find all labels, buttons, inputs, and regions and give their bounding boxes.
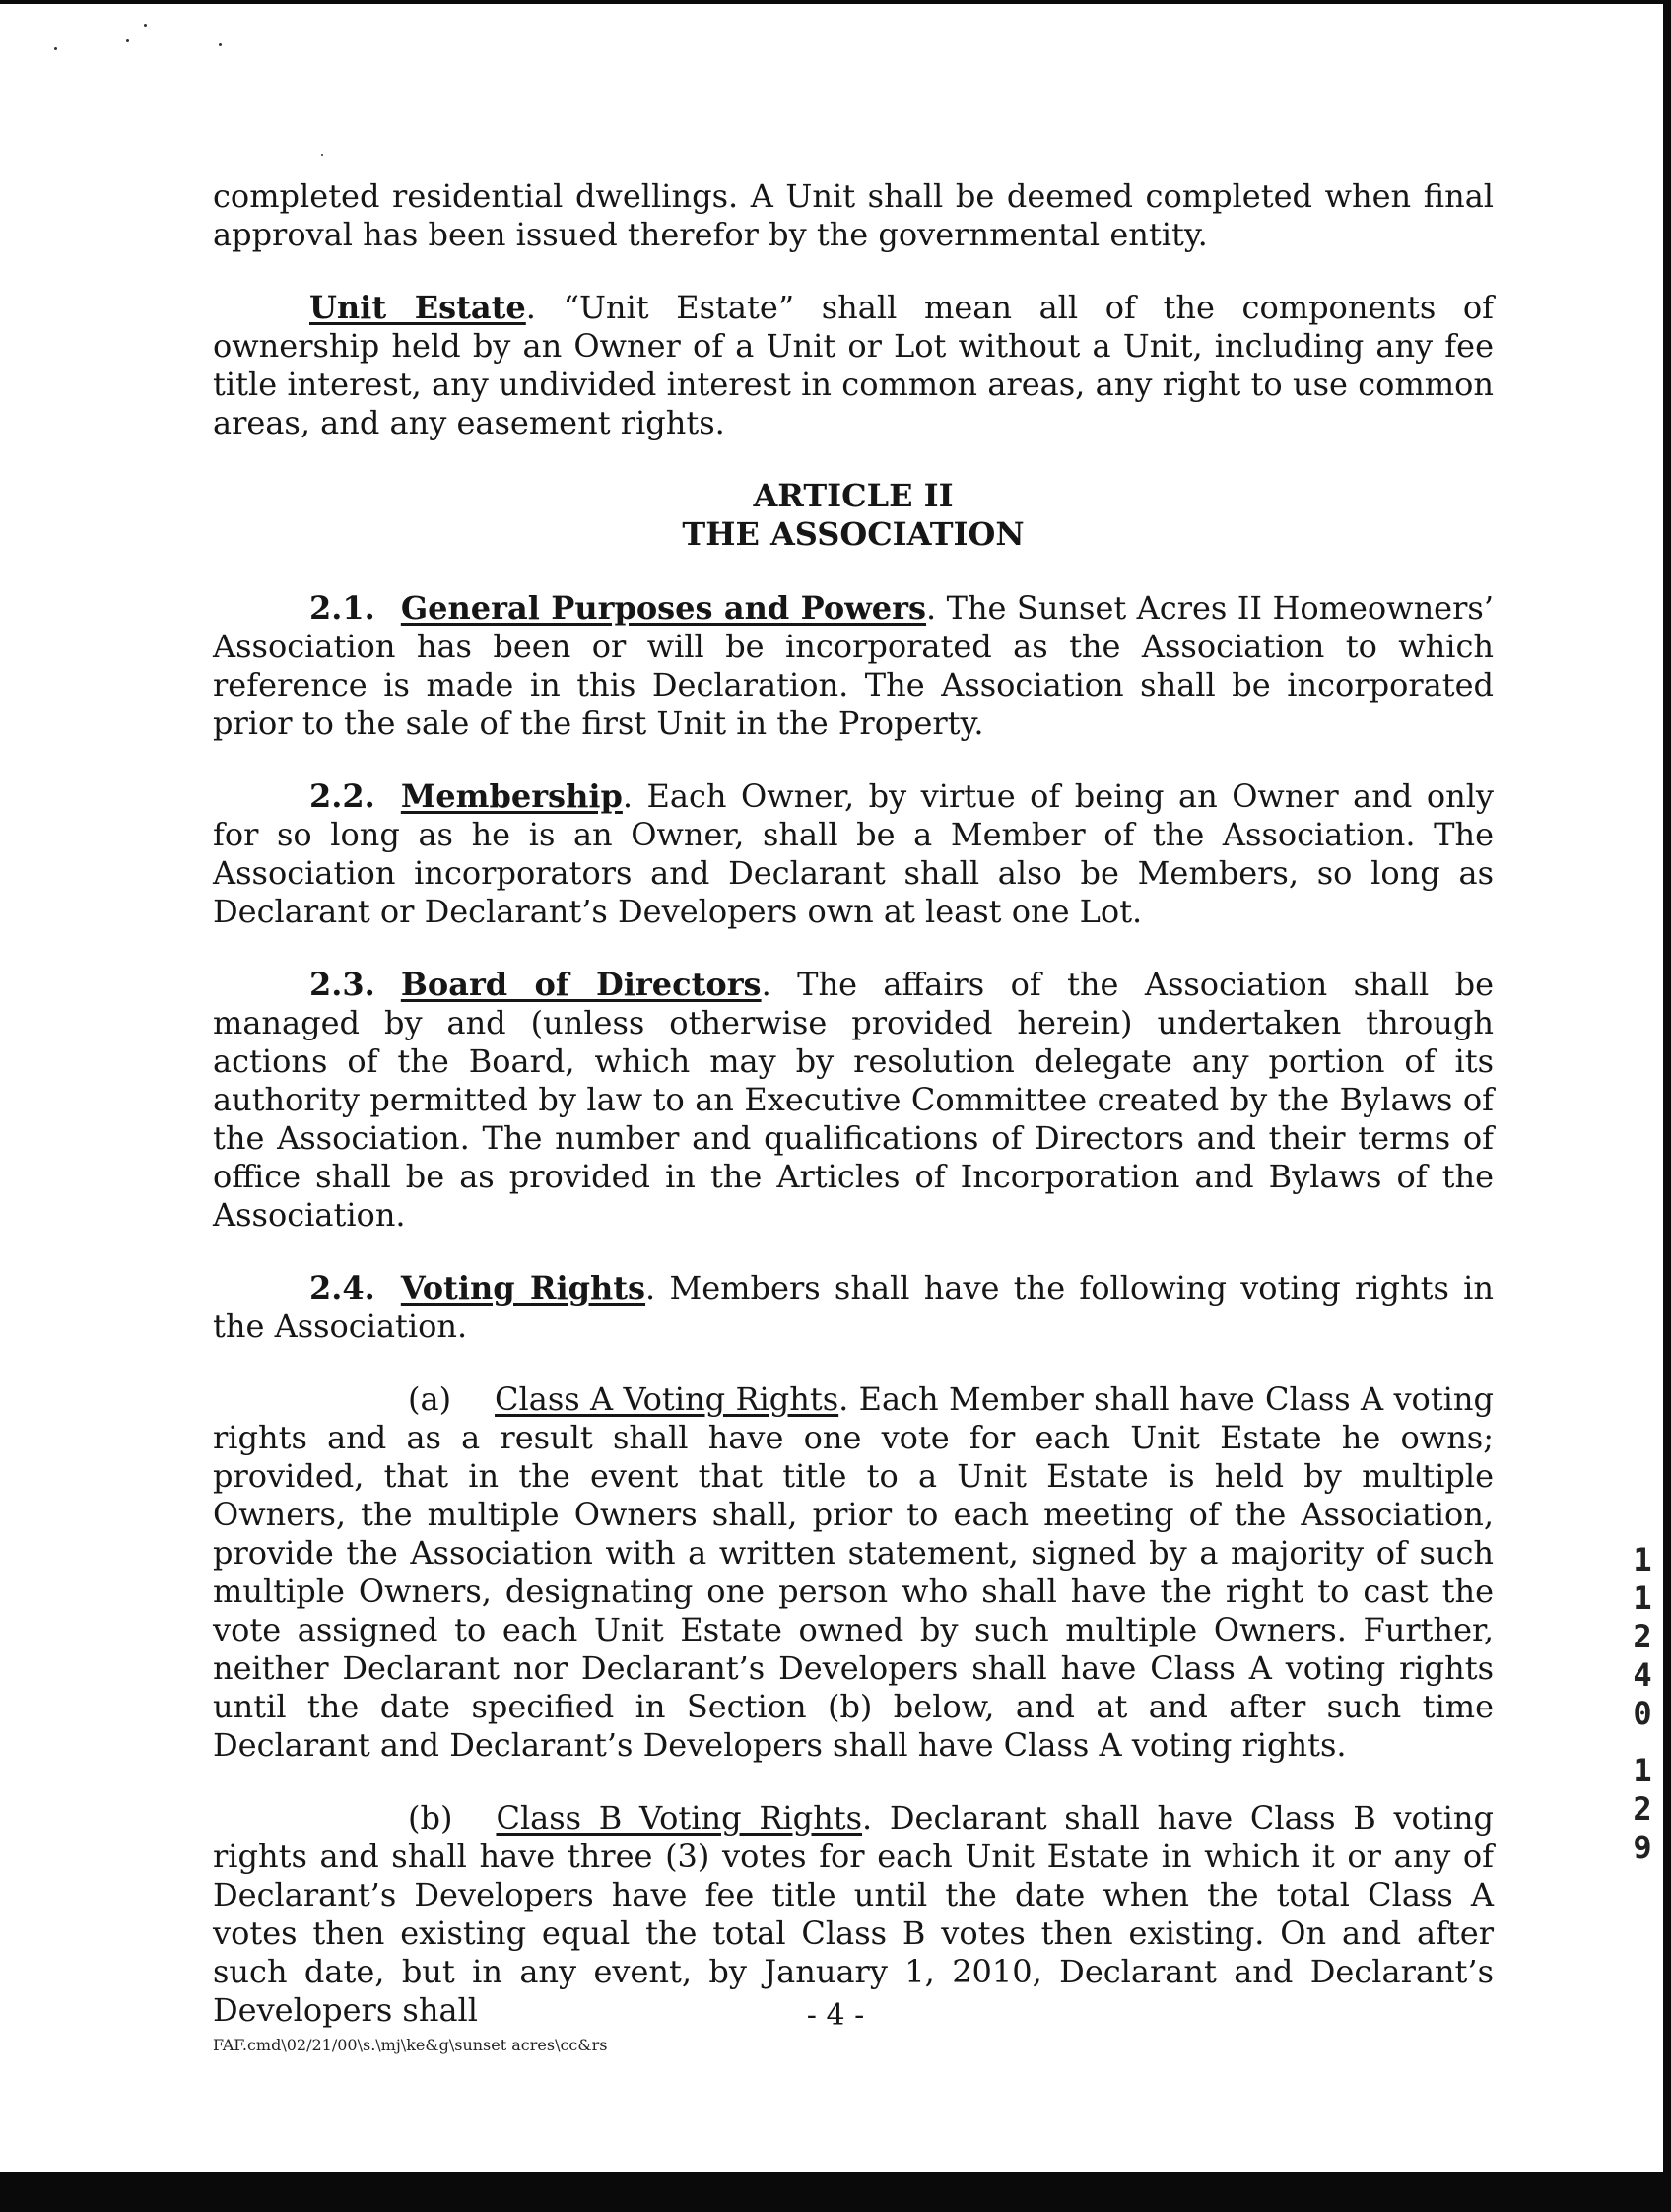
- section-number: 2.4.: [309, 1269, 375, 1307]
- section-2-3: [213, 966, 1494, 1235]
- scan-speck: [144, 24, 147, 27]
- footer-file-path: FAF.cmd\02/21/00\s.\mj\ke&g\sunset acres\cc&rs: [213, 2036, 608, 2054]
- section-text: . The affairs of the Association shall be managed by and (unless otherwise provided herein) undertaken through actions of the Board, which may by resolution delegate any portion of its authority permitted by law to an Executive Committee created by the Bylaws of the Association. The number and qualifications of Directors and their terms of office shall be as provided in the Articles of Incorporation and Bylaws of the Association.: [213, 966, 1495, 1234]
- subsection-b: [213, 1799, 1494, 2030]
- subsection-a: [213, 1380, 1494, 1765]
- subsection-label: (b): [408, 1799, 453, 1837]
- stamp-digit: 1: [1633, 1579, 1652, 1617]
- recording-stamp-lower: [1628, 1752, 1657, 1867]
- recording-stamp-upper: [1628, 1541, 1657, 1733]
- stamp-digit: 9: [1633, 1829, 1652, 1866]
- scan-speck: [219, 43, 222, 46]
- subsection-title: Class A Voting Rights: [495, 1380, 839, 1418]
- stamp-digit: 1: [1633, 1541, 1652, 1578]
- document-body: [213, 177, 1494, 2064]
- definition-text: . “Unit Estate” shall mean all of the components of ownership held by an Owner of a Unit or Lot without a Unit, including any fee title interest, any undivided interest in common areas, any right to use common areas, and any easement rights.: [213, 289, 1495, 441]
- scan-speck: [126, 39, 129, 42]
- subsection-text: . Each Member shall have Class A voting rights and as a result shall have one vote for each Unit Estate he owns; provided, that in the event that title to a Unit Estate is held by multiple Owners, the multiple Owners shall, prior to each meeting of the Association, provide the Association with a written statement, signed by a majority of such multiple Owners, designating one person who shall have the right to cast the vote assigned to each Unit Estate owned by such multiple Owners. Further, neither Declarant nor Declarant’s Developers shall have Class A voting rights until the date specified in Section (b) below, and at and after such time Declarant and Declarant’s Developers shall have Class A voting rights.: [213, 1380, 1495, 1764]
- definition-term: Unit Estate: [309, 289, 526, 326]
- article-title: THE ASSOCIATION: [682, 515, 1025, 553]
- section-title: Membership: [400, 777, 623, 815]
- stamp-digit: 1: [1633, 1752, 1652, 1789]
- section-text: . Members shall have the following voting rights in the Association.: [213, 1269, 1495, 1345]
- section-2-2: [213, 777, 1494, 931]
- definition-unit-estate: [213, 289, 1494, 442]
- section-title: Voting Rights: [400, 1269, 646, 1307]
- section-number: 2.1.: [309, 589, 375, 627]
- section-2-4: [213, 1269, 1494, 1346]
- section-title: Board of Directors: [400, 966, 762, 1003]
- section-number: 2.2.: [309, 777, 375, 815]
- page-number: - 4 -: [806, 1998, 865, 2033]
- article-number: ARTICLE II: [753, 477, 954, 514]
- section-2-1: [213, 589, 1494, 743]
- scan-edge-top: [0, 0, 1671, 4]
- subsection-label: (a): [408, 1380, 452, 1418]
- section-number: 2.3.: [309, 966, 375, 1003]
- subsection-title: Class B Voting Rights: [496, 1799, 863, 1837]
- scan-edge-right: [1663, 0, 1671, 2212]
- stamp-digit: 2: [1633, 1790, 1652, 1828]
- section-title: General Purposes and Powers: [400, 589, 927, 627]
- section-text: . Each Owner, by virtue of being an Owner and only for so long as he is an Owner, shall be a Member of the Association. The Association incorporators and Declarant shall also be Members, so long as Declarant or Declarant’s Developers own at least one Lot.: [213, 777, 1494, 930]
- scan-speck: [321, 154, 323, 156]
- continued-paragraph: completed residential dwellings. A Unit shall be deemed completed when final approval has been issued therefor by the governmental entity.: [213, 177, 1494, 253]
- stamp-digit: 0: [1633, 1695, 1652, 1732]
- scan-speck: [54, 47, 57, 50]
- section-text: . The Sunset Acres II Homeowners’ Association has been or will be incorporated as the Association to which reference is made in this Declaration. The Association shall be incorporated prior to the sale of the first Unit in the Property.: [213, 589, 1495, 742]
- subsection-text: . Declarant shall have Class B voting rights and shall have three (3) votes for each Unit Estate in which it or any of Declarant’s Developers have fee title until the date when the total Class A votes then existing equal the total Class B votes then existing. On and after such date, but in any event, by January 1, 2010, Declarant and Declarant’s Developers shall: [213, 1799, 1495, 2029]
- stamp-digit: 4: [1633, 1656, 1652, 1694]
- article-heading: [213, 477, 1494, 554]
- stamp-digit: 2: [1633, 1618, 1652, 1655]
- scan-edge-bottom: [0, 2172, 1671, 2212]
